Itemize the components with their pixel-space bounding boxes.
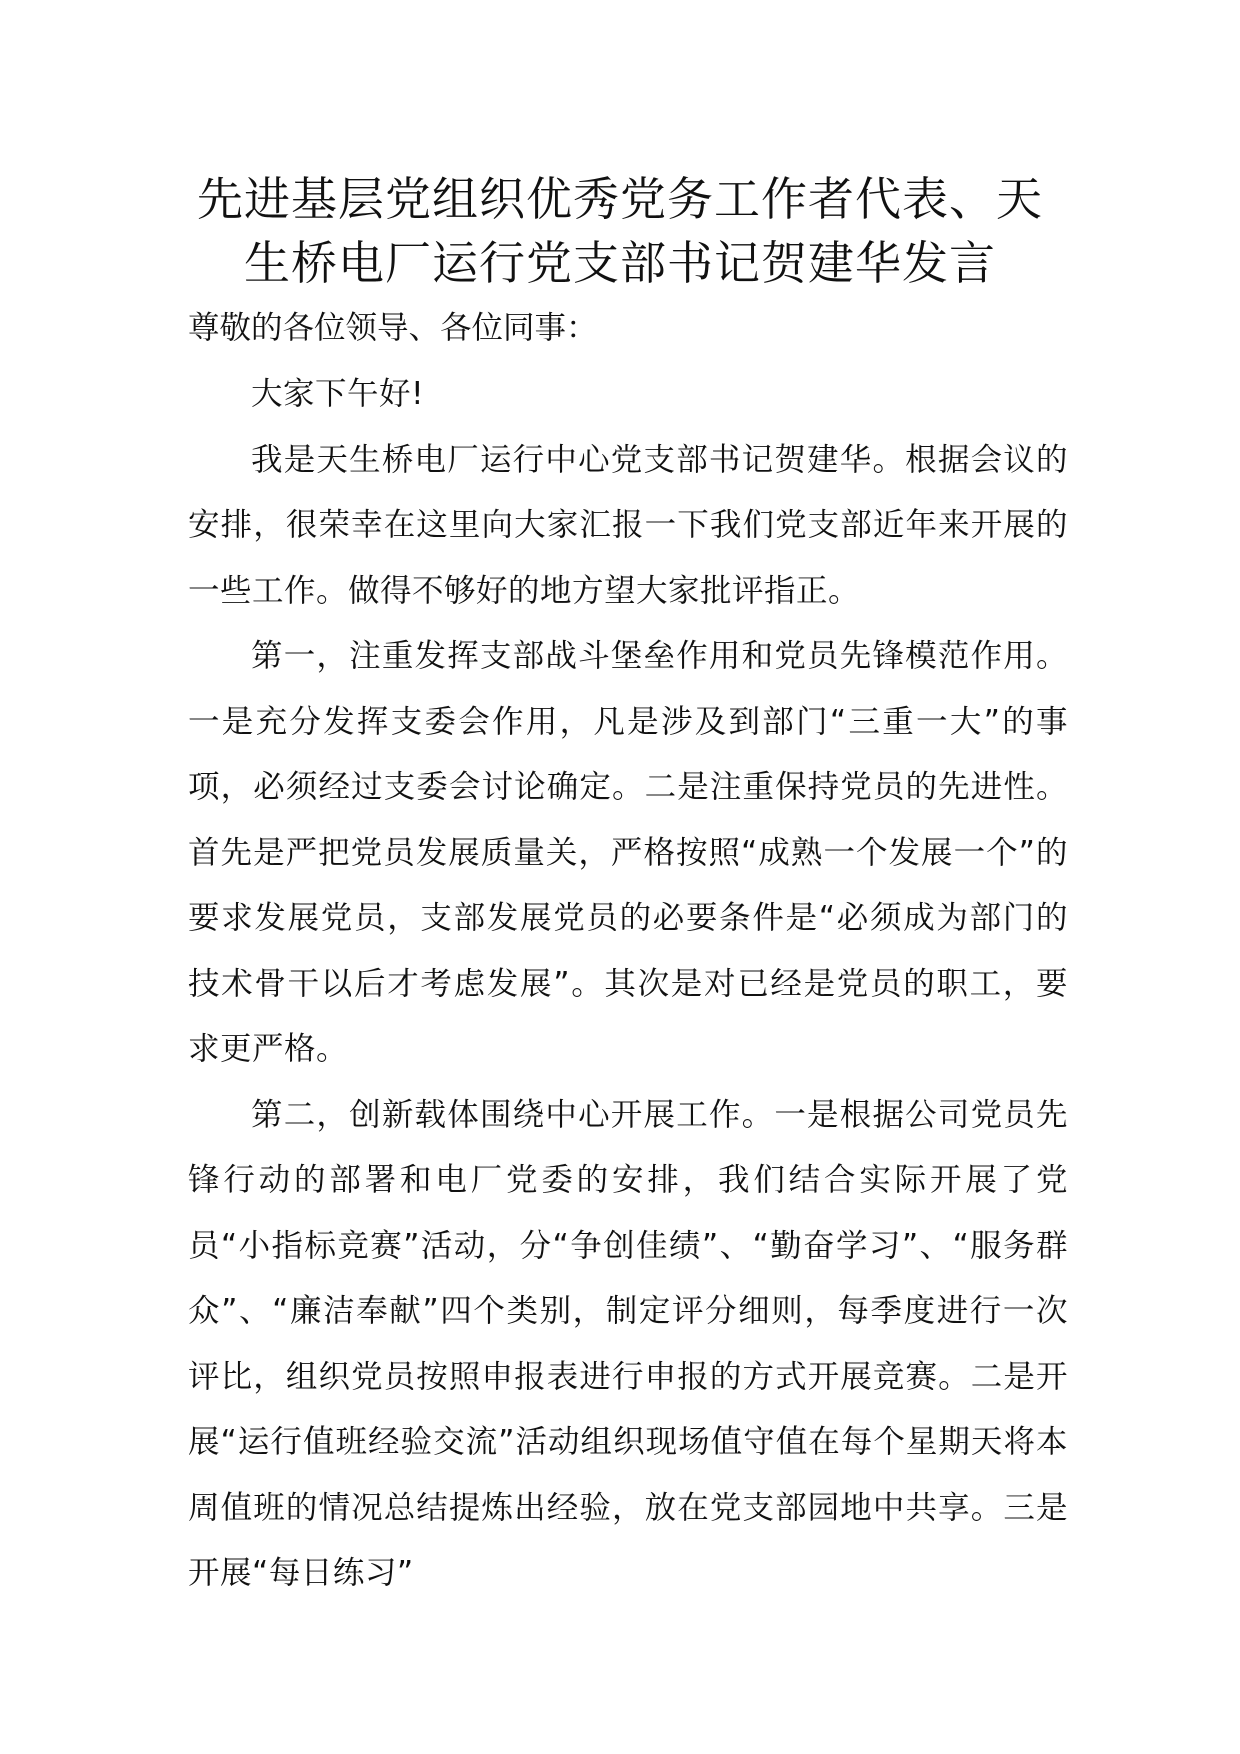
paragraph-first-point: 第一，注重发挥支部战斗堡垒作用和党员先锋模范作用。一是充分发挥支委会作用，凡是涉及到部门“三重一大”的事项，必须经过支委会讨论确定。二是注重保持党员的先进性。首先是严把党员发展质量关，严格按照“成熟一个发展一个”的要求发展党员，支部发展党员的必要条件是“必须成为部门的技术骨干以后才考虑发展”。其次是对已经是党员的职工，要求更严格。 bbox=[188, 638, 1068, 1067]
paragraph-introduction: 我是天生桥电厂运行中心党支部书记贺建华。根据会议的安排，很荣幸在这里向大家汇报一下我们党支部近年来开展的一些工作。做得不够好的地方望大家批评指正。 bbox=[188, 441, 1068, 609]
document-body bbox=[188, 362, 1068, 1607]
paragraph-greeting: 大家下午好! bbox=[251, 376, 425, 412]
document-title-line-1: 先进基层党组织优秀党务工作者代表、天 bbox=[197, 172, 1043, 226]
paragraph-second-point: 第二，创新载体围绕中心开展工作。一是根据公司党员先锋行动的部署和电厂党委的安排，我们结合实际开展了党员“小指标竞赛”活动，分“争创佳绩”、“勤奋学习”、“服务群众”、“廉洁奉献”四个类别，制定评分细则，每季度进行一次评比，组织党员按照申报表进行申报的方式开展竞赛。二是开展“运行值班经验交流”活动组织现场值守值在每个星期天将本周值班的情况总结提炼出经验，放在党支部园地中共享。三是开展“每日练习” bbox=[188, 1096, 1068, 1591]
salutation: 尊敬的各位领导、各位同事： bbox=[188, 310, 598, 346]
document-title-line-2: 生桥电厂运行党支部书记贺建华发言 bbox=[244, 236, 996, 290]
